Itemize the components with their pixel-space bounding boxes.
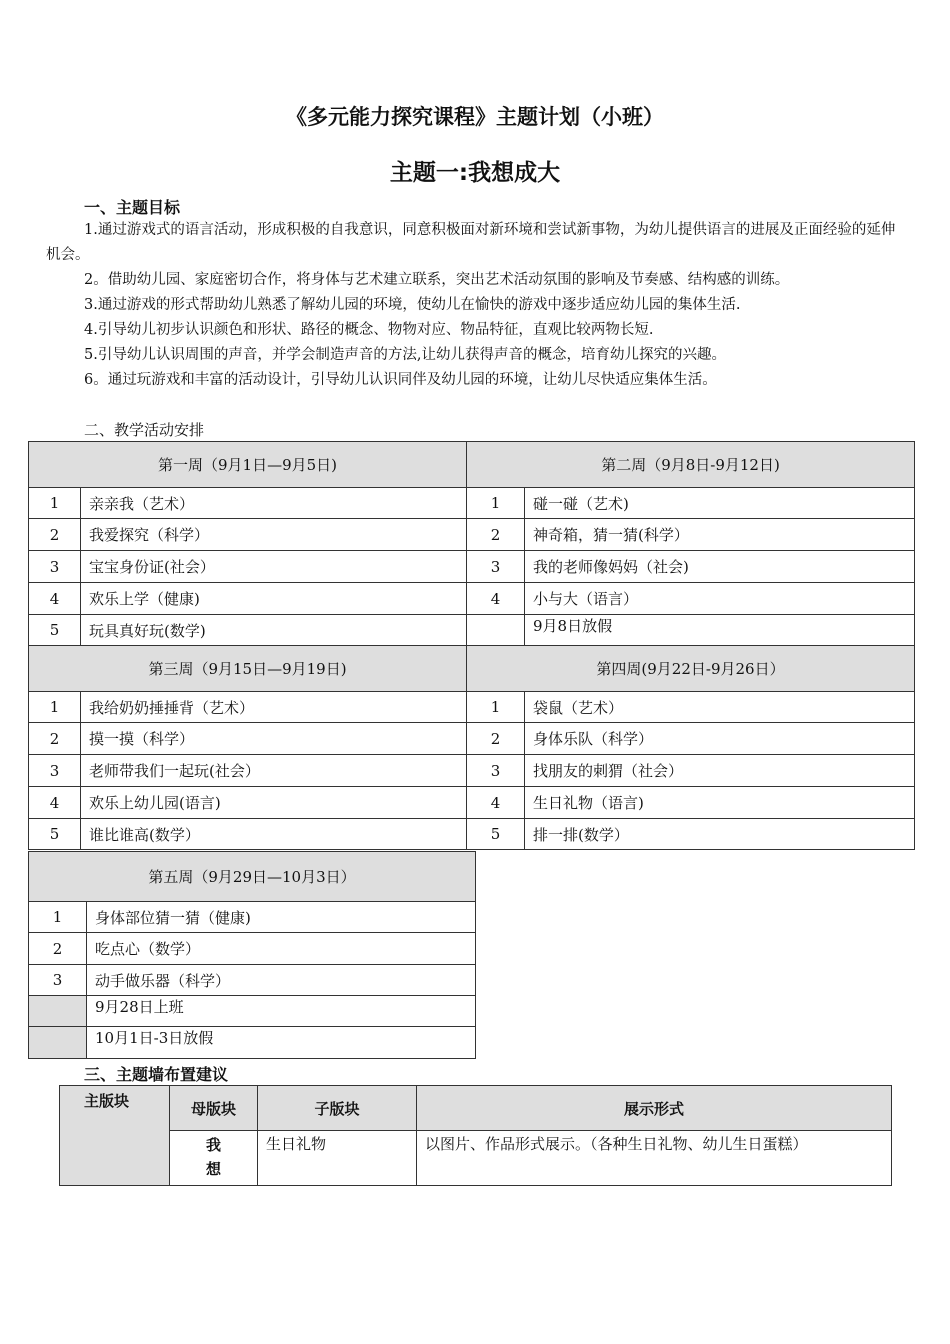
sub-block-cell: 生日礼物 [258,1131,417,1186]
activity-cell: 身体部位猜一猜（健康) [87,902,476,933]
activity-cell: 9月8日放假 [525,615,915,646]
activity-cell: 亲亲我（艺术） [81,488,467,519]
table-row [29,583,915,615]
table-row [29,965,476,996]
row-number [29,996,87,1027]
parent-block-cell [170,1131,258,1186]
week5-title: 第五周（9月29日—10月3日） [29,852,476,902]
row-number: 4 [29,787,81,819]
table-row [29,902,476,933]
schedule-header-row [29,442,915,488]
goal-item: 5.引导幼儿认识周围的声音，并学会制造声音的方法,让幼儿获得声音的概念，培育幼儿探究的兴趣。 [84,347,726,363]
activity-cell: 排一排(数学） [525,819,915,850]
row-number: 2 [29,723,81,755]
row-number: 4 [467,583,525,615]
row-number: 2 [467,519,525,551]
parent-block-line: 想 [205,1160,221,1178]
activity-cell: 10月1日-3日放假 [87,1027,476,1059]
section1-heading: 一、主题目标 [84,198,181,217]
section2-heading: 二、教学活动安排 [84,421,205,439]
sub-block-header: 子版块 [258,1086,417,1131]
row-number [29,1027,87,1059]
row-number: 2 [29,933,87,965]
row-number [467,615,525,646]
schedule-header-row [29,852,476,902]
goals-list [46,218,908,393]
schedule-header-row [29,646,915,692]
activity-cell: 欢乐上学（健康) [81,583,467,615]
table-row [29,723,915,755]
activity-cell: 动手做乐器（科学） [87,965,476,996]
activity-cell: 神奇箱，猜一猜(科学） [525,519,915,551]
row-number: 5 [29,615,81,646]
table-row [29,787,915,819]
row-number: 2 [467,723,525,755]
goal-item: 2。借助幼儿园、家庭密切合作，将身体与艺术建立联系，突出艺术活动氛围的影响及节奏感、结构感的训练。 [84,272,790,288]
row-number: 3 [29,965,87,996]
activity-cell: 我给奶奶捶捶背（艺术） [81,692,467,723]
theme-wall-header-row [60,1086,892,1131]
activity-cell: 宝宝身份证(社会） [81,551,467,583]
activity-cell: 袋鼠（艺术） [525,692,915,723]
row-number: 3 [29,551,81,583]
row-number: 1 [467,488,525,519]
activity-cell: 欢乐上幼儿园(语言) [81,787,467,819]
goal-item: 1.通过游戏式的语言活动，形成积极的自我意识，同意积极面对新环境和尝试新事物，为幼儿提供语言的进展及正面经验的延伸机会。 [46,222,896,263]
activity-cell: 谁比谁高(数学） [81,819,467,850]
theme-wall-table [59,1085,892,1186]
parent-block-header: 母版块 [170,1086,258,1131]
display-header: 展示形式 [417,1086,892,1131]
activity-cell: 9月28日上班 [87,996,476,1027]
activity-cell: 我的老师像妈妈（社会) [525,551,915,583]
table-row [29,488,915,519]
row-number: 5 [467,819,525,850]
goal-item: 3.通过游戏的形式帮助幼儿熟悉了解幼儿园的环境，使幼儿在愉快的游戏中逐步适应幼儿园的集体生活. [84,297,741,313]
section3-heading: 三、主题墙布置建议 [84,1065,229,1084]
week5-table [28,851,476,1059]
table-row [29,519,915,551]
table-row [29,996,476,1027]
table-row [29,1027,476,1059]
activity-cell: 碰一碰（艺术) [525,488,915,519]
table-row [29,933,476,965]
goal-item: 4.引导幼儿初步认识颜色和形状、路径的概念、物物对应、物品特征，直观比较两物长短. [84,322,654,338]
activity-cell: 身体乐队（科学） [525,723,915,755]
row-number: 4 [467,787,525,819]
table-row [29,615,915,646]
document-subtitle: 主题一:我想成大 [389,160,561,186]
row-number: 1 [29,902,87,933]
table-row [29,819,915,850]
row-number: 2 [29,519,81,551]
week1-title: 第一周（9月1日—9月5日) [29,442,467,488]
activity-cell: 老师带我们一起玩(社会） [81,755,467,787]
week3-title: 第三周（9月15日—9月19日) [29,646,467,692]
table-row [60,1131,892,1186]
table-row [29,755,915,787]
activity-cell: 找朋友的刺猬（社会） [525,755,915,787]
activity-cell: 玩具真好玩(数学) [81,615,467,646]
row-number: 3 [467,755,525,787]
row-number: 1 [29,488,81,519]
activity-cell: 生日礼物（语言) [525,787,915,819]
activity-cell: 摸一摸（科学） [81,723,467,755]
activity-cell: 我爱探究（科学） [81,519,467,551]
activity-cell: 吃点心（数学） [87,933,476,965]
document-title: 《多元能力探究课程》主题计划（小班） [286,105,664,129]
row-number: 1 [467,692,525,723]
schedule-table [28,441,915,850]
goal-item: 6。通过玩游戏和丰富的活动设计，引导幼儿认识同伴及幼儿园的环境，让幼儿尽快适应集体生活。 [84,372,717,388]
table-row [29,551,915,583]
week4-title: 第四周(9月22日-9月26日） [467,646,915,692]
row-number: 3 [29,755,81,787]
week2-title: 第二周（9月8日-9月12日) [467,442,915,488]
row-number: 5 [29,819,81,850]
parent-block-line: 我 [205,1136,221,1154]
display-cell: 以图片、作品形式展示。（各种生日礼物、幼儿生日蛋糕） [417,1131,892,1186]
activity-cell: 小与大（语言） [525,583,915,615]
row-number: 1 [29,692,81,723]
row-number: 4 [29,583,81,615]
table-row [29,692,915,723]
row-number: 3 [467,551,525,583]
main-block-header: 主版块 [60,1086,170,1186]
